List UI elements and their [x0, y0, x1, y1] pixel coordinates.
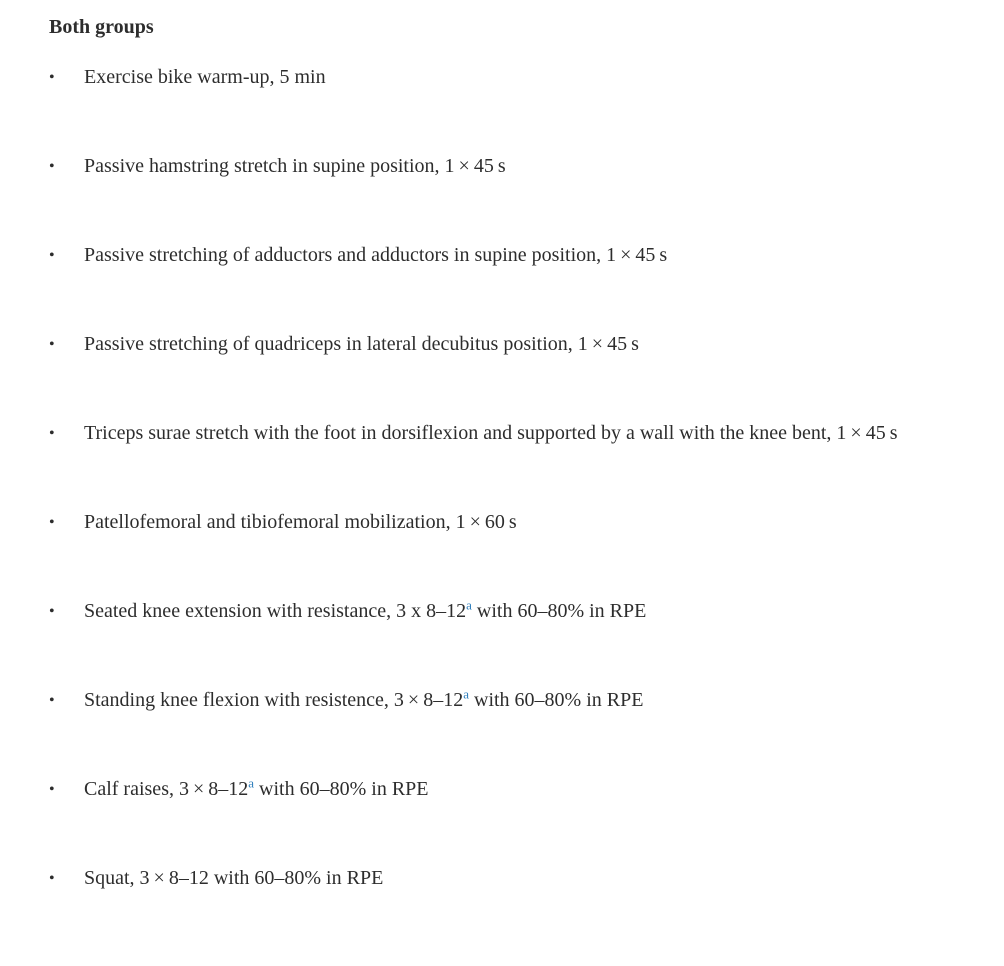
list-item-text: Exercise bike warm-up, 5 min: [84, 66, 326, 88]
list-item-text: Passive hamstring stretch in supine position, 1 × 45 s: [84, 155, 506, 177]
list-item-text-after: with 60–80% in RPE: [254, 778, 429, 800]
list-item-text-main: Calf raises, 3 × 8–12: [84, 778, 249, 800]
bullet-icon: •: [49, 158, 55, 175]
bullet-icon: •: [49, 870, 55, 887]
list-item: [49, 504, 990, 541]
bullet-icon: •: [49, 247, 55, 264]
list-item: [49, 326, 990, 363]
bullet-icon: •: [49, 336, 55, 353]
bullet-icon: •: [49, 69, 55, 86]
list-item-text: Squat, 3 × 8–12 with 60–80% in RPE: [84, 867, 384, 889]
bullet-icon: •: [49, 692, 55, 709]
footnote-link-a[interactable]: a: [466, 597, 472, 613]
list-item-text: Patellofemoral and tibiofemoral mobilization, 1 × 60 s: [84, 511, 517, 533]
list-item-text: Passive stretching of adductors and adductors in supine position, 1 × 45 s: [84, 244, 668, 266]
section-heading: Both groups: [49, 16, 154, 38]
list-item-text-main: Standing knee flexion with resistence, 3 × 8–12: [84, 689, 464, 711]
list-item: [49, 593, 990, 630]
list-item: [49, 682, 990, 719]
list-item-text: [84, 771, 990, 808]
bullet-icon: •: [49, 425, 55, 442]
list-item-text-main: Seated knee extension with resistance, 3 x 8–12: [84, 600, 467, 622]
footnote-link-a[interactable]: a: [463, 686, 469, 702]
exercise-protocol-list: [0, 59, 1004, 897]
list-item: [49, 860, 990, 897]
bullet-icon: •: [49, 603, 55, 620]
list-item: [49, 771, 990, 808]
list-item-text: Triceps surae stretch with the foot in dorsiflexion and supported by a wall with the knee bent, 1 × 45 s: [84, 422, 898, 444]
list-item-text-after: with 60–80% in RPE: [471, 600, 647, 622]
list-item: [49, 148, 990, 185]
list-item-text: [84, 682, 990, 719]
list-item-text-after: with 60–80% in RPE: [469, 689, 644, 711]
list-item: [49, 59, 990, 96]
bullet-icon: •: [49, 781, 55, 798]
footnote-link-a[interactable]: a: [248, 775, 255, 791]
list-item: [49, 415, 990, 452]
bullet-icon: •: [49, 514, 55, 531]
list-item-text: [84, 593, 990, 630]
list-item-text: Passive stretching of quadriceps in lateral decubitus position, 1 × 45 s: [84, 333, 639, 355]
list-item: [49, 237, 990, 274]
